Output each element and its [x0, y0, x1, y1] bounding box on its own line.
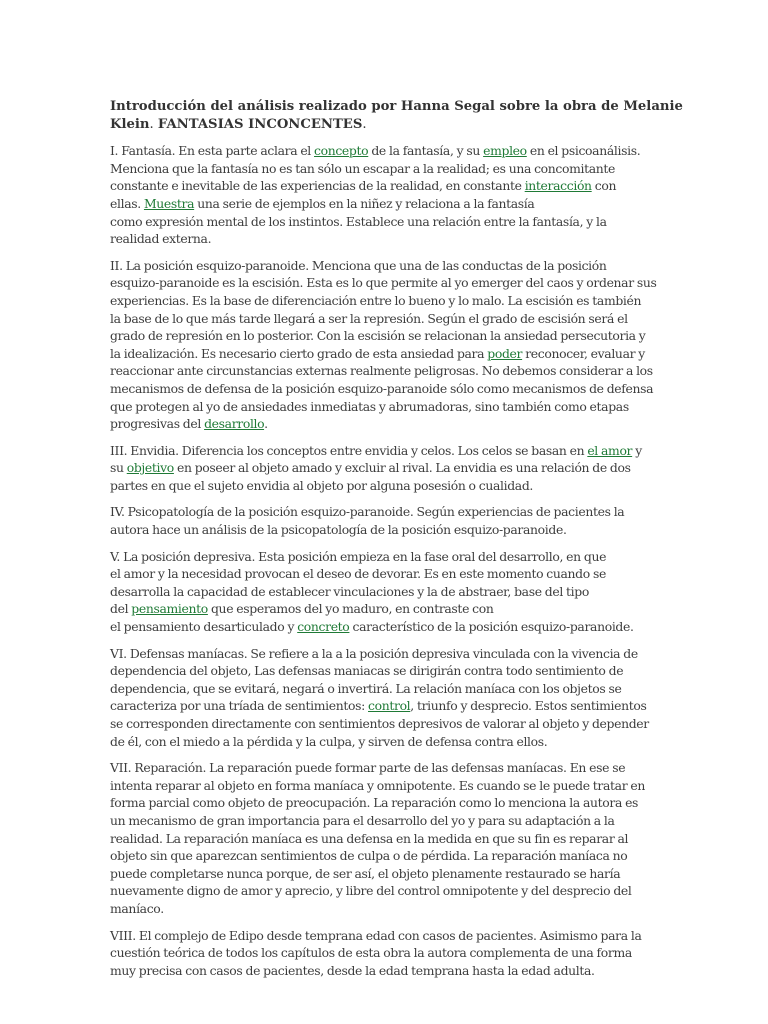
text-line — [110, 142, 656, 160]
text-line — [110, 442, 656, 460]
section-paragraph — [110, 503, 656, 538]
text-run: intenta reparar al objeto en forma maníaca y omnipotente. Es cuando se le puede tratar en — [110, 777, 645, 793]
text-line — [110, 944, 656, 962]
text-line — [110, 777, 656, 795]
text-run: ellas. — [110, 195, 144, 211]
text-run: caracteriza por una tríada de sentimientos: — [110, 698, 369, 714]
keyword-link[interactable]: Muestra — [143, 195, 195, 211]
text-run: realidad. La reparación maníaca es una defensa en la medida en que su fin es reparar al — [110, 830, 629, 846]
text-line — [110, 160, 656, 178]
text-line — [110, 794, 656, 812]
text-run: que esperamos del yo maduro, en contraste con — [207, 601, 494, 617]
text-run: VIII. El complejo de Edipo desde temprana edad con casos de pacientes. Asimismo para la — [110, 927, 642, 943]
text-run: su — [110, 460, 127, 476]
text-run: esquizo-paranoide es la escisión. Esta es lo que permite al yo emerger del caos y ordenar sus — [110, 275, 657, 291]
text-run: experiencias. Es la base de diferenciación entre lo bueno y lo malo. La escisión es también — [110, 292, 642, 308]
text-run: de él, con el miedo a la pérdida y la culpa, y sirven de defensa contra ellos. — [110, 733, 548, 749]
text-run: la idealización. Es necesario cierto grado de esta ansiedad para — [110, 345, 488, 361]
keyword-link[interactable]: control — [368, 698, 411, 714]
section-paragraph — [110, 759, 656, 917]
keyword-link[interactable]: poder — [487, 345, 523, 361]
text-run: nuevamente digno de amor y aprecio, y libre del control omnipotente y del desprecio del — [110, 883, 632, 899]
paragraph-list — [110, 142, 656, 979]
text-line — [110, 503, 656, 521]
text-run: puede completarse nunca porque, de ser así, el objeto plenamente restaurado se haría — [110, 865, 621, 881]
keyword-link[interactable]: concreto — [297, 619, 350, 635]
text-run: grado de represión en lo posterior. Con la escisión se relacionan la ansiedad persecutoria y — [110, 328, 646, 344]
keyword-link[interactable]: interacción — [524, 178, 592, 194]
text-run: dependencia del objeto, Las defensas maniacas se dirigirán contra todo sentimiento de — [110, 663, 624, 679]
text-line — [110, 274, 656, 292]
text-run: . — [149, 116, 158, 132]
text-run: con — [591, 178, 617, 194]
text-run: Klein — [110, 116, 150, 132]
section-paragraph — [110, 645, 656, 751]
text-line — [110, 715, 656, 733]
text-line — [110, 962, 656, 980]
keyword-link[interactable]: el amor — [587, 442, 633, 458]
text-run: que protegen al yo de ansiedades inmediatas y abrumadoras, sino también como etapas — [110, 398, 629, 414]
text-run: forma parcial como objeto de preocupación. La reparación como lo menciona la autora es — [110, 795, 639, 811]
text-run: autora hace un análisis de la psicopatología de la posición esquizo-paranoide. — [110, 522, 567, 538]
text-run: muy precisa con casos de pacientes, desde la edad temprana hasta la edad adulta. — [110, 962, 595, 978]
section-paragraph — [110, 927, 656, 980]
keyword-link[interactable]: desarrollo — [204, 416, 265, 432]
text-run: desarrolla la capacidad de establecer vinculaciones y la de abstraer, base del tipo — [110, 583, 589, 599]
text-line — [110, 900, 656, 918]
text-run: I. Fantasía. En esta parte aclara el — [110, 143, 315, 159]
text-line — [110, 662, 656, 680]
text-line — [110, 812, 656, 830]
text-line — [110, 548, 656, 566]
keyword-link[interactable]: objetivo — [126, 460, 174, 476]
text-run: . — [362, 116, 367, 132]
text-line — [110, 310, 656, 328]
text-line — [110, 565, 656, 583]
text-run: III. Envidia. Diferencia los conceptos entre envidia y celos. Los celos se basan en — [110, 442, 588, 458]
text-run: partes en que el sujeto envidia al objeto por alguna posesión o cualidad. — [110, 477, 534, 493]
text-run: de la fantasía, y su — [368, 143, 484, 159]
text-line — [110, 645, 656, 663]
section-paragraph — [110, 442, 656, 495]
text-run: reaccionar ante circunstancias externas realmente peligrosas. No debemos considerar a los — [110, 363, 653, 379]
text-run: y — [632, 442, 642, 458]
text-run: maníaco. — [110, 900, 164, 916]
text-run: realidad externa. — [110, 231, 212, 247]
text-line — [110, 345, 656, 363]
text-run: objeto sin que aparezcan sentimientos de culpa o de pérdida. La reparación maníaca no — [110, 848, 628, 864]
text-run: característico de la posición esquizo-paranoide. — [349, 619, 634, 635]
text-line — [110, 847, 656, 865]
text-line — [110, 477, 656, 495]
text-run: reconocer, evaluar y — [522, 345, 645, 361]
text-line — [110, 195, 656, 213]
text-run: el amor y la necesidad provocan el deseo de devorar. Es en este momento cuando se — [110, 566, 606, 582]
text-run: progresivas del — [110, 416, 205, 432]
text-line — [110, 759, 656, 777]
document-title — [110, 98, 683, 133]
text-line — [110, 415, 656, 433]
text-run: . — [264, 416, 268, 432]
text-line — [110, 380, 656, 398]
text-run: Introducción del análisis realizado por Hanna Segal sobre la obra de Melanie — [110, 99, 683, 114]
text-run: II. La posición esquizo-paranoide. Menciona que una de las conductas de la posición — [110, 257, 607, 273]
text-line — [110, 398, 656, 416]
text-run: un mecanismo de gran importancia para el desarrollo del yo y para su adaptación a la — [110, 812, 615, 828]
text-line — [110, 882, 656, 900]
text-run: V. La posición depresiva. Esta posición empieza en la fase oral del desarrollo, en que — [110, 548, 607, 564]
text-line — [110, 733, 656, 751]
text-line — [110, 830, 656, 848]
text-line — [110, 583, 656, 601]
keyword-link[interactable]: empleo — [483, 143, 527, 159]
text-run: VII. Reparación. La reparación puede formar parte de las defensas maníacas. En ese se — [110, 760, 626, 776]
text-line — [110, 257, 656, 275]
text-line — [110, 213, 656, 231]
text-run: IV. Psicopatología de la posición esquizo-paranoide. Según experiencias de pacientes la — [110, 504, 625, 520]
text-line — [110, 865, 656, 883]
text-line — [110, 362, 656, 380]
text-run: , triunfo y desprecio. Estos sentimientos — [410, 698, 647, 714]
text-line — [110, 697, 656, 715]
title-line — [110, 116, 656, 134]
text-run: como expresión mental de los instintos. Establece una relación entre la fantasía, y la — [110, 213, 607, 229]
text-line — [110, 459, 656, 477]
text-line — [110, 521, 656, 539]
section-paragraph — [110, 257, 656, 433]
text-run: VI. Defensas maníacas. Se refiere a la a la posición depresiva vinculada con la vivencia de — [110, 645, 638, 661]
text-run: mecanismos de defensa de la posición esquizo-paranoide sólo como mecanismos de defensa — [110, 380, 654, 396]
section-paragraph — [110, 548, 656, 636]
section-paragraph — [110, 142, 656, 248]
keyword-link[interactable]: concepto — [314, 143, 369, 159]
text-run: del — [110, 601, 132, 617]
text-line — [110, 177, 656, 195]
text-run: constante e inevitable de las experiencias de la realidad, en constante — [110, 178, 525, 194]
text-run: una serie de ejemplos en la niñez y relaciona a la fantasía — [194, 195, 535, 211]
text-line — [110, 327, 656, 345]
text-line — [110, 292, 656, 310]
text-line — [110, 927, 656, 945]
text-run: Menciona que la fantasía no es tan sólo un escapar a la realidad; es una concomitante — [110, 160, 616, 176]
text-line — [110, 600, 656, 618]
text-run: se corresponden directamente con sentimientos depresivos de valorar al objeto y depender — [110, 716, 649, 731]
text-run: la base de lo que más tarde llegará a ser la represión. Según el grado de escisión será el — [110, 310, 628, 326]
text-line — [110, 680, 656, 698]
text-run: FANTASIAS INCONCENTES — [157, 116, 363, 132]
text-run: dependencia, que se evitará, negará o invertirá. La relación maníaca con los objetos se — [110, 680, 622, 696]
keyword-link[interactable]: pensamiento — [131, 601, 208, 617]
text-line — [110, 230, 656, 248]
document-body — [110, 98, 683, 988]
text-run: en el psicoanálisis. — [526, 143, 641, 159]
text-run: el pensamiento desarticulado y — [110, 619, 298, 635]
text-run: cuestión teórica de todos los capítulos de esta obra la autora complementa de una forma — [110, 945, 632, 961]
title-line — [110, 98, 683, 116]
text-line — [110, 618, 656, 636]
text-run: en poseer al objeto amado y excluir al rival. La envidia es una relación de dos — [173, 460, 631, 476]
